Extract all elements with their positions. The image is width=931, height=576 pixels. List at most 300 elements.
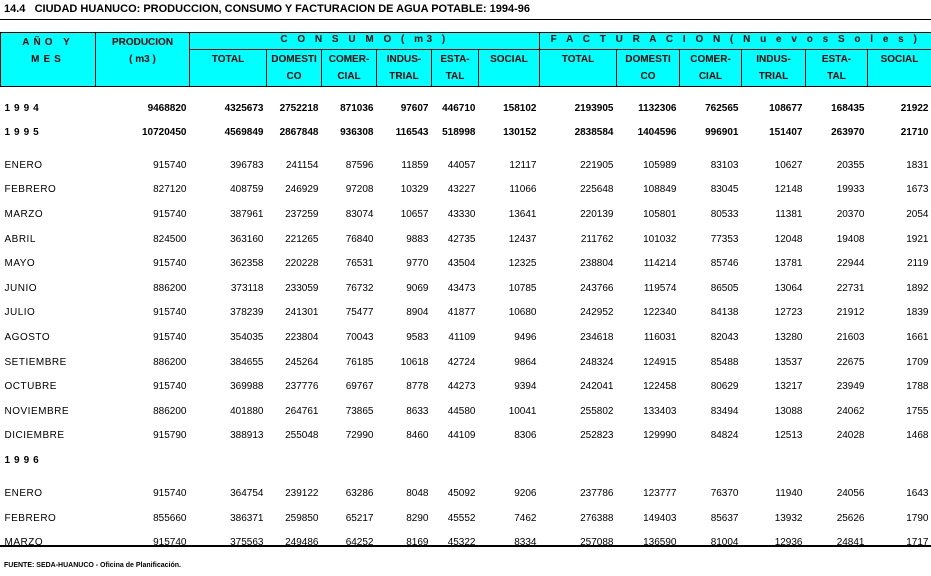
- value-cell: 264761: [285, 405, 319, 417]
- value-cell: 13088: [774, 405, 803, 417]
- value-cell: 221905: [580, 159, 614, 171]
- value-cell: 44273: [447, 381, 476, 393]
- row-label: 1995: [4, 126, 43, 138]
- value-cell: 44057: [447, 159, 476, 171]
- value-cell: 64252: [345, 537, 374, 549]
- value-cell: 354035: [230, 331, 264, 343]
- value-cell: 276388: [580, 512, 614, 524]
- value-cell: 13064: [774, 282, 803, 294]
- value-cell: 384655: [230, 356, 264, 368]
- value-cell: 83103: [710, 159, 739, 171]
- value-cell: 915740: [153, 537, 187, 549]
- value-cell: [479, 448, 540, 472]
- value-cell: 1673: [906, 184, 929, 196]
- subheader-label: INDUS-: [386, 54, 422, 65]
- spacer-cell: [1, 87, 931, 97]
- value-cell: 8290: [406, 512, 429, 524]
- value-cell: 915790: [153, 430, 187, 442]
- row-label: OCTUBRE: [4, 381, 57, 393]
- value-cell: 1921: [906, 233, 929, 245]
- month-row: [1, 276, 931, 301]
- value-cell: 363160: [230, 233, 264, 245]
- subheader-label: TAL: [827, 71, 846, 82]
- value-cell: 518998: [442, 126, 476, 138]
- month-row: [1, 374, 931, 399]
- value-cell: 22675: [836, 356, 865, 368]
- value-cell: 396783: [230, 159, 264, 171]
- value-cell: 10657: [400, 208, 429, 220]
- value-cell: 239122: [285, 487, 319, 499]
- value-cell: 82043: [710, 331, 739, 343]
- value-cell: 237259: [285, 208, 319, 220]
- value-cell: 114214: [643, 258, 677, 270]
- source-note: FUENTE: SEDA-HUANUCO - Oficina de Planificación.: [4, 562, 181, 569]
- value-cell: 168435: [831, 102, 865, 114]
- value-cell: [190, 448, 267, 472]
- row-label: JULIO: [4, 307, 36, 319]
- value-cell: 22731: [836, 282, 865, 294]
- row-label: AGOSTO: [4, 331, 51, 343]
- row-label: ENERO: [4, 159, 43, 171]
- value-cell: [742, 448, 806, 472]
- header-facturacion: F A C T U R A C I O N ( N u e v o s S o l e s ): [540, 33, 931, 50]
- value-cell: 76732: [345, 282, 374, 294]
- row-label: JUNIO: [4, 282, 37, 294]
- value-cell: [868, 448, 931, 472]
- value-cell: 76840: [345, 233, 374, 245]
- value-cell: 1132306: [638, 102, 677, 114]
- row-label: 1994: [4, 102, 43, 114]
- value-cell: 362358: [230, 258, 264, 270]
- value-cell: 233059: [285, 282, 319, 294]
- value-cell: 11381: [775, 208, 803, 220]
- spacer-row: [1, 87, 931, 97]
- month-row: [1, 350, 931, 375]
- value-cell: 8048: [406, 487, 429, 499]
- value-cell: 13280: [774, 331, 803, 343]
- value-cell: [540, 448, 617, 472]
- value-cell: 225648: [580, 184, 614, 196]
- value-cell: 10720450: [142, 126, 187, 138]
- value-cell: 1790: [906, 512, 929, 524]
- value-cell: [377, 448, 432, 472]
- value-cell: 13781: [774, 258, 803, 270]
- value-cell: 13537: [774, 356, 803, 368]
- value-cell: 11066: [509, 184, 537, 196]
- header-mes-label: MES: [31, 54, 65, 65]
- value-cell: 249486: [285, 537, 319, 549]
- value-cell: 21603: [836, 331, 865, 343]
- table-title: 14.4 CIUDAD HUANUCO: PRODUCCION, CONSUMO Y FACTURACION DE AGUA POTABLE: 1994-96: [4, 3, 531, 15]
- row-label: ENERO: [4, 487, 43, 499]
- header-produccion-unit: ( m3 ): [129, 54, 156, 65]
- value-cell: 369988: [230, 381, 264, 393]
- row-label: ABRIL: [4, 233, 36, 245]
- table-bottom-rule: [0, 545, 931, 547]
- value-cell: 86505: [710, 282, 739, 294]
- value-cell: 871036: [340, 102, 374, 114]
- value-cell: 915740: [153, 208, 187, 220]
- value-cell: 76370: [710, 487, 739, 499]
- value-cell: 124915: [643, 356, 677, 368]
- value-cell: 73865: [345, 405, 374, 417]
- table-header: [1, 33, 931, 87]
- value-cell: 401880: [230, 405, 264, 417]
- value-cell: 2054: [906, 208, 929, 220]
- value-cell: 24028: [836, 430, 865, 442]
- value-cell: 45092: [447, 487, 476, 499]
- value-cell: 2752218: [279, 102, 319, 114]
- value-cell: 241301: [285, 307, 319, 319]
- row-label: MAYO: [4, 258, 36, 270]
- row-label: FEBRERO: [4, 512, 57, 524]
- subheader-label: COMER-: [328, 54, 370, 65]
- subheader-cell: [540, 50, 617, 87]
- value-cell: 122458: [643, 381, 677, 393]
- month-row: [1, 251, 931, 276]
- row-label: DICIEMBRE: [4, 430, 65, 442]
- subheader-label: CIAL: [698, 71, 723, 82]
- value-cell: 76185: [345, 356, 374, 368]
- value-cell: 85746: [710, 258, 739, 270]
- month-row: [1, 153, 931, 178]
- value-cell: 886200: [153, 282, 187, 294]
- subheader-label: CIAL: [337, 71, 361, 82]
- value-cell: 24062: [836, 405, 865, 417]
- value-cell: 1643: [906, 487, 929, 499]
- value-cell: 8904: [406, 307, 429, 319]
- value-cell: 83074: [345, 208, 374, 220]
- value-cell: [96, 448, 190, 472]
- month-row: [1, 424, 931, 449]
- value-cell: 116031: [643, 331, 677, 343]
- value-cell: 388913: [230, 430, 264, 442]
- value-cell: 84138: [710, 307, 739, 319]
- value-cell: 387961: [230, 208, 264, 220]
- value-cell: 12117: [509, 159, 537, 171]
- value-cell: 915740: [153, 159, 187, 171]
- header-ano-mes: [1, 33, 96, 87]
- value-cell: 77353: [710, 233, 739, 245]
- value-cell: 22944: [836, 258, 865, 270]
- value-cell: 129990: [643, 430, 677, 442]
- subheader-cell: [190, 50, 267, 87]
- subheader-label: SOCIAL: [880, 54, 919, 65]
- value-cell: 252823: [580, 430, 614, 442]
- value-cell: 257088: [580, 537, 614, 549]
- value-cell: 915740: [153, 307, 187, 319]
- value-cell: 237776: [285, 381, 319, 393]
- subheader-cell: [680, 50, 742, 87]
- month-row: [1, 178, 931, 203]
- value-cell: [432, 448, 479, 472]
- year-row: [1, 120, 931, 144]
- value-cell: 373118: [230, 282, 264, 294]
- value-cell: 223804: [285, 331, 319, 343]
- value-cell: 1755: [906, 405, 929, 417]
- value-cell: 12513: [774, 430, 803, 442]
- value-cell: 915740: [153, 487, 187, 499]
- subheader-cell: [322, 50, 377, 87]
- subheader-cell: [742, 50, 806, 87]
- value-cell: 1661: [906, 331, 929, 343]
- value-cell: 80533: [710, 208, 739, 220]
- value-cell: 10785: [508, 282, 537, 294]
- subheader-label: TOTAL: [211, 54, 245, 65]
- header-ano-label: AÑO Y: [22, 37, 74, 48]
- value-cell: 20355: [836, 159, 865, 171]
- row-label: 1996: [4, 454, 43, 466]
- value-cell: [617, 448, 680, 472]
- value-cell: 255048: [285, 430, 319, 442]
- value-cell: 2867848: [279, 126, 319, 138]
- water-data-table: [0, 32, 931, 555]
- value-cell: 996901: [705, 126, 739, 138]
- subheader-cell: [432, 50, 479, 87]
- value-cell: 75477: [345, 307, 374, 319]
- value-cell: 12048: [774, 233, 803, 245]
- value-cell: [806, 448, 868, 472]
- month-row: [1, 202, 931, 227]
- value-cell: 13217: [774, 381, 803, 393]
- value-cell: 1404596: [637, 126, 677, 138]
- value-cell: 375563: [230, 537, 264, 549]
- value-cell: 221265: [285, 233, 319, 245]
- header-produccion: [96, 33, 190, 87]
- value-cell: 72990: [345, 430, 374, 442]
- title-divider: [0, 19, 931, 20]
- value-cell: 915740: [153, 381, 187, 393]
- value-cell: 220139: [580, 208, 614, 220]
- value-cell: 41109: [448, 331, 476, 343]
- subheader-label: SOCIAL: [490, 54, 528, 65]
- spacer-row: [1, 144, 931, 153]
- row-label: FEBRERO: [4, 184, 57, 196]
- value-cell: 855660: [153, 512, 187, 524]
- value-cell: 116543: [395, 126, 429, 138]
- value-cell: 70043: [345, 331, 374, 343]
- subheader-label: DOMESTI: [625, 54, 671, 65]
- value-cell: 9206: [514, 487, 537, 499]
- header-produccion-label: PRODUCION: [111, 37, 174, 48]
- value-cell: 10618: [400, 356, 429, 368]
- value-cell: 1892: [906, 282, 929, 294]
- value-cell: 408759: [230, 184, 264, 196]
- value-cell: 42724: [447, 356, 476, 368]
- value-cell: 43227: [447, 184, 476, 196]
- value-cell: 158102: [503, 102, 537, 114]
- value-cell: 827120: [153, 184, 187, 196]
- value-cell: 9069: [406, 282, 429, 294]
- value-cell: 11859: [401, 159, 429, 171]
- value-cell: 1839: [906, 307, 929, 319]
- value-cell: 255802: [580, 405, 614, 417]
- value-cell: 20370: [836, 208, 865, 220]
- value-cell: 10627: [774, 159, 803, 171]
- value-cell: 8169: [406, 537, 429, 549]
- value-cell: 101032: [643, 233, 677, 245]
- subheader-cell: [868, 50, 931, 87]
- value-cell: 824500: [153, 233, 187, 245]
- value-cell: 263970: [831, 126, 865, 138]
- value-cell: 42735: [447, 233, 476, 245]
- value-cell: 65217: [345, 512, 374, 524]
- value-cell: 123777: [643, 487, 677, 499]
- value-cell: 4569849: [224, 126, 264, 138]
- value-cell: 80629: [710, 381, 739, 393]
- subheader-cell: [617, 50, 680, 87]
- value-cell: 243766: [580, 282, 614, 294]
- subheader-cell: [267, 50, 322, 87]
- value-cell: 43504: [447, 258, 476, 270]
- value-cell: 1717: [906, 537, 929, 549]
- subheader-label: TRIAL: [758, 71, 789, 82]
- value-cell: 85488: [710, 356, 739, 368]
- value-cell: 246929: [285, 184, 319, 196]
- value-cell: 237786: [580, 487, 614, 499]
- value-cell: 83494: [710, 405, 739, 417]
- value-cell: 238804: [580, 258, 614, 270]
- value-cell: 41877: [447, 307, 476, 319]
- value-cell: 259850: [285, 512, 319, 524]
- row-label: MARZO: [4, 208, 44, 220]
- subheader-label: CO: [286, 71, 302, 82]
- value-cell: 8633: [406, 405, 429, 417]
- value-cell: 12936: [774, 537, 803, 549]
- value-cell: 446710: [442, 102, 476, 114]
- value-cell: 23949: [836, 381, 865, 393]
- value-cell: [680, 448, 742, 472]
- spacer-cell: [1, 472, 931, 481]
- value-cell: 11940: [775, 487, 803, 499]
- value-cell: 21912: [836, 307, 865, 319]
- month-row: [1, 481, 931, 506]
- value-cell: 21710: [900, 126, 929, 138]
- value-cell: [267, 448, 322, 472]
- value-cell: 21922: [900, 102, 929, 114]
- value-cell: 13641: [508, 208, 537, 220]
- value-cell: 936308: [340, 126, 374, 138]
- value-cell: 220228: [285, 258, 319, 270]
- row-label: MARZO: [4, 537, 44, 549]
- value-cell: 105801: [643, 208, 677, 220]
- value-cell: 1709: [906, 356, 929, 368]
- year-row: [1, 96, 931, 120]
- subheader-label: TOTAL: [561, 54, 595, 65]
- value-cell: 81004: [710, 537, 739, 549]
- value-cell: 8778: [406, 381, 429, 393]
- spacer-cell: [1, 144, 931, 153]
- value-cell: 762565: [705, 102, 739, 114]
- value-cell: 130152: [503, 126, 537, 138]
- header-consumo: C O N S U M O ( m3 ): [190, 33, 540, 50]
- value-cell: 886200: [153, 356, 187, 368]
- value-cell: 149403: [643, 512, 677, 524]
- value-cell: 12325: [508, 258, 537, 270]
- value-cell: 43330: [447, 208, 476, 220]
- value-cell: 43473: [447, 282, 476, 294]
- value-cell: 19408: [836, 233, 865, 245]
- value-cell: 119574: [643, 282, 677, 294]
- month-row: [1, 506, 931, 531]
- value-cell: 87596: [345, 159, 374, 171]
- subheader-label: INDUS-: [756, 54, 791, 65]
- month-row: [1, 227, 931, 252]
- value-cell: 1831: [906, 159, 929, 171]
- value-cell: 2838584: [574, 126, 614, 138]
- spacer-row: [1, 472, 931, 481]
- value-cell: 9770: [406, 258, 429, 270]
- value-cell: 76531: [345, 258, 374, 270]
- value-cell: 9394: [514, 381, 537, 393]
- value-cell: 915740: [153, 258, 187, 270]
- value-cell: 242952: [580, 307, 614, 319]
- value-cell: 25626: [836, 512, 865, 524]
- month-row: [1, 530, 931, 555]
- value-cell: 2193905: [574, 102, 614, 114]
- value-cell: 10680: [508, 307, 537, 319]
- value-cell: 151407: [769, 126, 803, 138]
- value-cell: 12437: [508, 233, 537, 245]
- value-cell: 234618: [580, 331, 614, 343]
- value-cell: 4325673: [224, 102, 264, 114]
- month-row: [1, 301, 931, 326]
- subheader-label: COMER-: [690, 54, 731, 65]
- value-cell: 44109: [447, 430, 476, 442]
- value-cell: 105989: [643, 159, 677, 171]
- month-row: [1, 325, 931, 350]
- value-cell: 8460: [406, 430, 429, 442]
- value-cell: 248324: [580, 356, 614, 368]
- value-cell: 1788: [906, 381, 929, 393]
- value-cell: 44580: [447, 405, 476, 417]
- subheader-label: ESTA-: [821, 54, 852, 65]
- value-cell: 136590: [643, 537, 677, 549]
- value-cell: 12148: [774, 184, 803, 196]
- value-cell: 97607: [400, 102, 429, 114]
- value-cell: 24056: [836, 487, 865, 499]
- value-cell: 69767: [345, 381, 374, 393]
- subheader-label: TRIAL: [389, 71, 419, 82]
- value-cell: 9883: [406, 233, 429, 245]
- value-cell: 386371: [230, 512, 264, 524]
- subheader-cell: [479, 50, 540, 87]
- value-cell: 2119: [906, 258, 929, 270]
- value-cell: 9864: [514, 356, 537, 368]
- row-label: NOVIEMBRE: [4, 405, 70, 417]
- subheader-label: TAL: [445, 71, 465, 82]
- value-cell: 9583: [406, 331, 429, 343]
- value-cell: 9496: [514, 331, 537, 343]
- year-row: [1, 448, 931, 472]
- value-cell: 1468: [906, 430, 929, 442]
- value-cell: 122340: [643, 307, 677, 319]
- value-cell: 63286: [345, 487, 374, 499]
- value-cell: 84824: [710, 430, 739, 442]
- value-cell: 7462: [514, 512, 537, 524]
- value-cell: 245264: [285, 356, 319, 368]
- value-cell: 364754: [230, 487, 264, 499]
- value-cell: 45552: [447, 512, 476, 524]
- subheader-label: CO: [640, 71, 656, 82]
- value-cell: 97208: [345, 184, 374, 196]
- value-cell: 108849: [643, 184, 677, 196]
- value-cell: 19933: [836, 184, 865, 196]
- row-label: SETIEMBRE: [4, 356, 67, 368]
- value-cell: 13932: [774, 512, 803, 524]
- subheader-label: DOMESTI: [271, 54, 317, 65]
- value-cell: 12723: [774, 307, 803, 319]
